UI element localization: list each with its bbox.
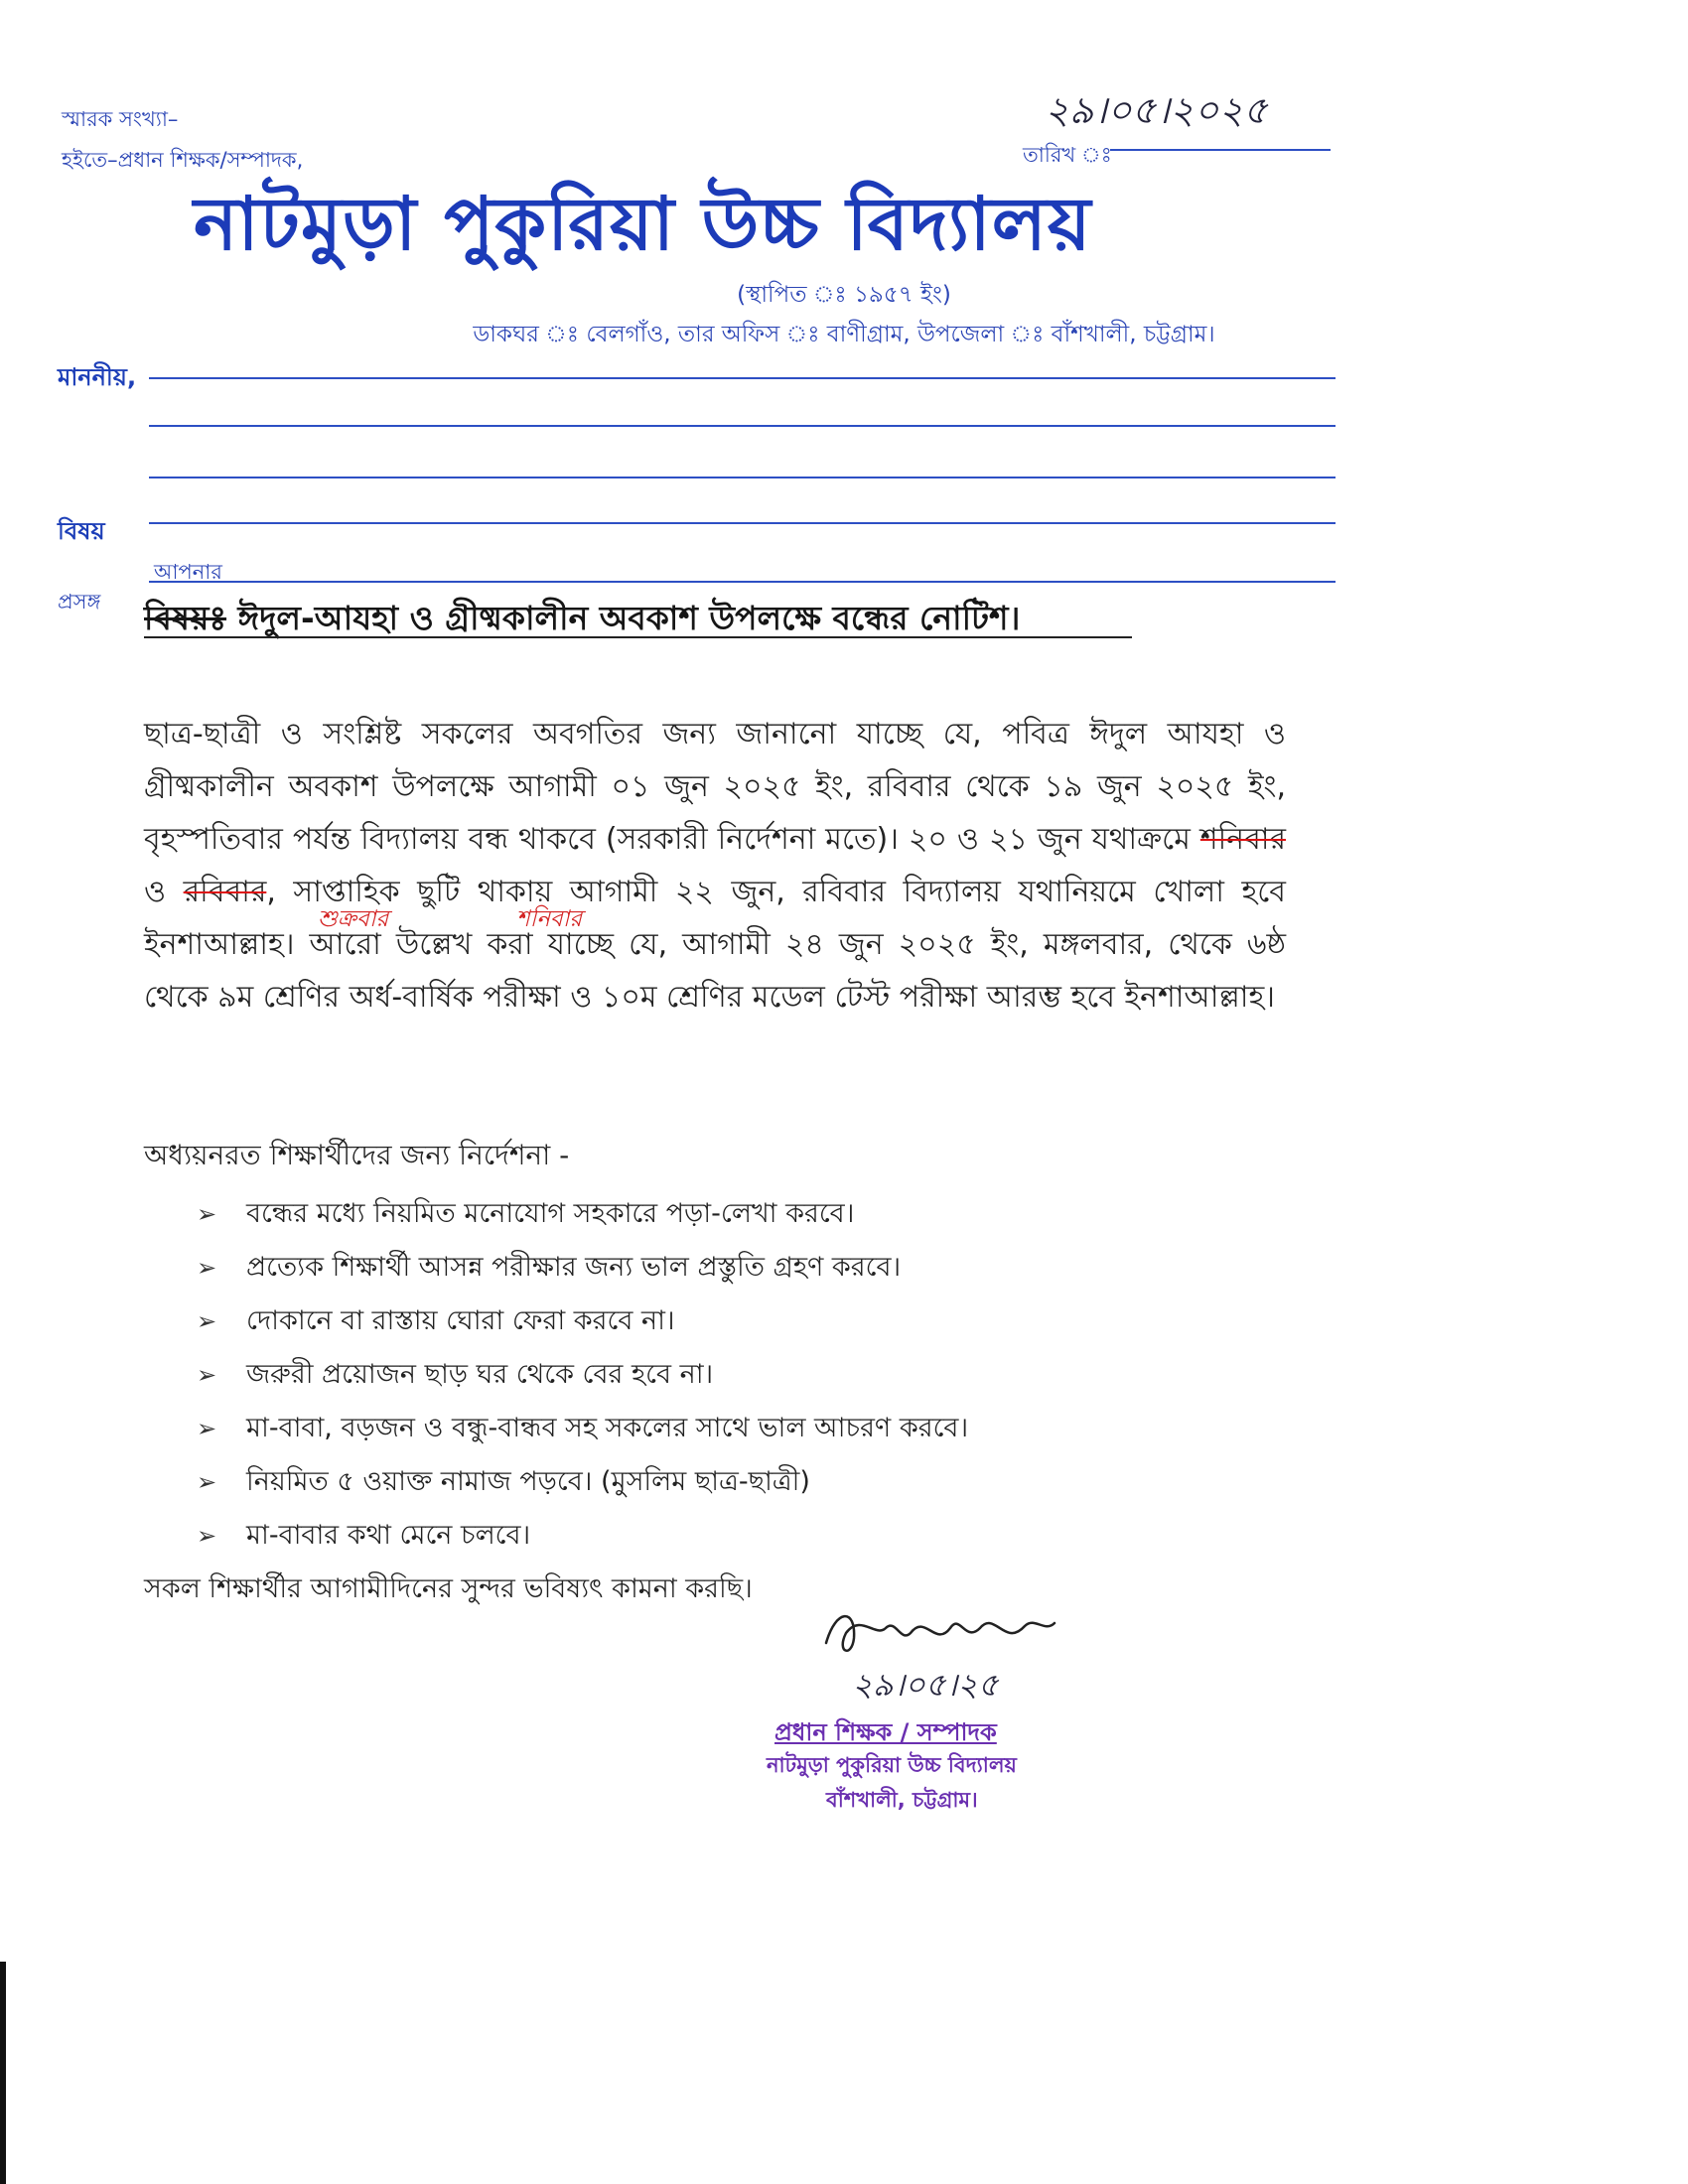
subject-field-line xyxy=(149,522,1336,524)
your-label: আপনার xyxy=(154,560,222,584)
arrow-bullet-icon: ➢ xyxy=(197,1254,217,1282)
arrow-bullet-icon: ➢ xyxy=(197,1415,217,1442)
instruction-item: ➢ নিয়মিত ৫ ওয়াক্ত নামাজ পড়বে। (মুসলিম ছাত্র-ছাত্রী) xyxy=(197,1455,1289,1509)
closing-line: সকল শিক্ষার্থীর আগামীদিনের সুন্দর ভবিষ্যৎ কামনা করছি। xyxy=(144,1573,753,1604)
struck-saturday: শনিবার xyxy=(1199,822,1286,857)
recipient-line-1 xyxy=(149,377,1336,379)
instruction-item: ➢ বন্ধের মধ্যে নিয়মিত মনোযোগ সহকারে পড়া-লেখা করবে। xyxy=(197,1187,1289,1241)
instruction-item: ➢ দোকানে বা রাস্তায় ঘোরা ফেরা করবে না। xyxy=(197,1295,1289,1348)
school-name-title: নাটমুড়া পুকুরিয়া উচ্চ বিদ্যালয় xyxy=(194,182,1092,267)
stamp-school-name: নাটমুড়া পুকুরিয়া উচ্চ বিদ্যালয় xyxy=(767,1753,1017,1777)
arrow-bullet-icon: ➢ xyxy=(197,1307,217,1335)
reference-label: প্রসঙ্গ xyxy=(58,590,101,614)
correction-saturday: শনিবার xyxy=(516,906,583,932)
recipient-label: মাননীয়, xyxy=(58,363,137,391)
subject-prefix: বিষয়ঃ xyxy=(144,599,227,637)
memo-number-label: স্মারক সংখ্যা– xyxy=(62,107,179,131)
instruction-item: ➢ প্রত্যেক শিক্ষার্থী আসন্ন পরীক্ষার জন্য ভাল প্রস্তুতি গ্রহণ করবে। xyxy=(197,1241,1289,1295)
from-label: হইতে–প্রধান শিক্ষক/সম্পাদক, xyxy=(62,148,304,172)
instructions-heading: অধ্যয়নরত শিক্ষার্থীদের জন্য নির্দেশনা - xyxy=(144,1139,570,1171)
recipient-line-3 xyxy=(149,477,1336,478)
arrow-bullet-icon: ➢ xyxy=(197,1468,217,1496)
arrow-bullet-icon: ➢ xyxy=(197,1200,217,1228)
subject-field-label: বিষয় xyxy=(58,517,105,545)
arrow-bullet-icon: ➢ xyxy=(197,1361,217,1389)
stamp-location: বাঁশখালী, চট্টগ্রাম। xyxy=(826,1788,978,1812)
arrow-bullet-icon: ➢ xyxy=(197,1522,217,1550)
instruction-item: ➢ জরুরী প্রয়োজন ছাড় ঘর থেকে বের হবে না। xyxy=(197,1348,1289,1402)
paragraph-joiner: ও xyxy=(144,875,167,909)
established-line: (স্থাপিত ঃ ১৯৫৭ ইং) xyxy=(737,282,951,308)
date-line xyxy=(1110,149,1331,151)
struck-sunday: রবিবার xyxy=(183,875,267,909)
address-line: ডাকঘর ঃ বেলগাঁও, তার অফিস ঃ বাণীগ্রাম, উপজেলা ঃ বাঁশখালী, চট্টগ্রাম। xyxy=(473,322,1215,347)
signed-date: ২৯।০৫।২৫ xyxy=(852,1666,999,1704)
instructions-list xyxy=(197,1187,1289,1563)
paragraph-part-2: , সাপ্তাহিক ছুটি থাকায় আগামী ২২ জুন, রবিবার বিদ্যালয় যথানিয়মে খোলা হবে ইনশাআল্লাহ। আরো উল্লেখ করা যাচ্ছে যে, আগামী ২৪ জুন ২০২৫ ইং, মঙ্গলবার, থেকে ৬ষ্ঠ থেকে ৯ম শ্রেণির অর্ধ-বার্ষিক পরীক্ষা ও ১০ম শ্রেণির মডেল টেস্ট পরীক্ষা আরম্ভ হবে ইনশাআল্লাহ। xyxy=(144,875,1286,1015)
correction-friday: শুক্রবার xyxy=(318,906,389,932)
signature-scribble xyxy=(816,1598,1064,1668)
paragraph-part-1: ছাত্র-ছাত্রী ও সংশ্লিষ্ট সকলের অবগতির জন্য জানানো যাচ্ছে যে, পবিত্র ঈদুল আযহা ও গ্রীষ্মকালীন অবকাশ উপলক্ষে আগামী ০১ জুন ২০২৫ ইং, রবিবার থেকে ১৯ জুন ২০২৫ ইং, বৃহস্পতিবার পর্যন্ত বিদ্যালয় বন্ধ থাকবে (সরকারী নির্দেশনা মতে)। ২০ ও ২১ জুন যথাক্রমে xyxy=(144,717,1286,857)
stamp-designation: প্রধান শিক্ষক / সম্পাদক xyxy=(774,1718,997,1746)
notice-paragraph xyxy=(144,708,1286,1024)
instruction-item: ➢ মা-বাবা, বড়জন ও বন্ধু-বান্ধব সহ সকলের সাথে ভাল আচরণ করবে। xyxy=(197,1402,1289,1455)
subject-underline xyxy=(144,636,1132,638)
date-label: তারিখ ঃ xyxy=(1023,143,1112,167)
scan-edge-mark xyxy=(0,1962,6,2184)
instruction-item: ➢ মা-বাবার কথা মেনে চলবে। xyxy=(197,1509,1289,1563)
notice-subject xyxy=(144,593,1020,648)
recipient-line-2 xyxy=(149,425,1336,427)
subject-text: ঈদুল-আযহা ও গ্রীষ্মকালীন অবকাশ উপলক্ষে বন্ধের নোটিশ। xyxy=(237,599,1021,637)
reference-line xyxy=(149,581,1336,583)
handwritten-date: ২৯।০৫।২০২৫ xyxy=(1045,88,1268,132)
